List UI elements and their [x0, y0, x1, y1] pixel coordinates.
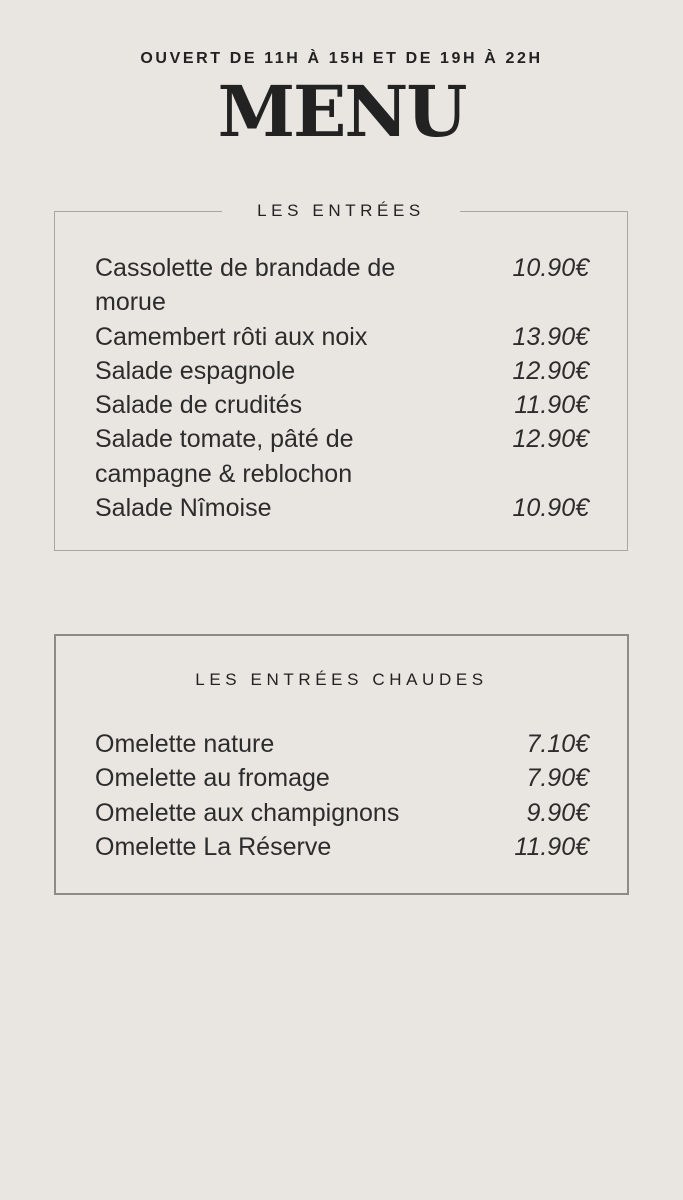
menu-item-name: Omelette nature	[95, 730, 275, 758]
menu-item-price: 10.90€	[512, 254, 589, 282]
menu-item-name: Salade tomate, pâté de campagne & reblochon	[95, 425, 354, 488]
menu-item	[95, 320, 589, 354]
menu-item-name: Cassolette de brandade de morue	[95, 254, 396, 317]
menu-item-price: 7.10€	[526, 730, 589, 758]
menu-item-name: Salade de crudités	[95, 391, 303, 420]
menu-item-price: 10.90€	[512, 494, 589, 523]
menu-item	[95, 830, 589, 864]
section-entrees-list	[95, 251, 589, 525]
menu-item	[95, 388, 589, 422]
menu-item	[95, 422, 589, 491]
menu-item	[95, 251, 589, 320]
section-entrees-chaudes-list	[95, 727, 589, 864]
menu-item-name: Omelette au fromage	[95, 764, 330, 793]
page-title: MENU	[217, 70, 466, 153]
menu-item-name: Salade Nîmoise	[95, 494, 272, 523]
menu-item-price: 12.90€	[512, 425, 589, 454]
opening-hours: OUVERT DE 11H À 15H ET DE 19H À 22H	[140, 50, 543, 67]
menu-item-price: 9.90€	[526, 798, 589, 827]
menu-item-name: Omelette aux champignons	[95, 798, 400, 827]
menu-item	[95, 761, 589, 795]
menu-item	[95, 354, 589, 388]
menu-item	[95, 796, 589, 830]
section-heading-entrees: LES ENTRÉES	[222, 200, 460, 222]
menu-item-name: Omelette La Réserve	[95, 832, 332, 861]
menu-item-price: 11.90€	[514, 832, 589, 861]
menu-item-price: 12.90€	[512, 356, 589, 385]
menu-item-price: 7.90€	[526, 764, 589, 793]
menu-item	[95, 491, 589, 525]
section-heading-entrees-chaudes: LES ENTRÉES CHAUDES	[195, 670, 488, 689]
menu-item-price: 11.90€	[514, 391, 589, 420]
menu-item-name: Camembert rôti aux noix	[95, 322, 368, 351]
menu-item-price: 13.90€	[512, 322, 589, 351]
menu-item-name: Salade espagnole	[95, 356, 296, 385]
menu-item	[95, 727, 589, 761]
